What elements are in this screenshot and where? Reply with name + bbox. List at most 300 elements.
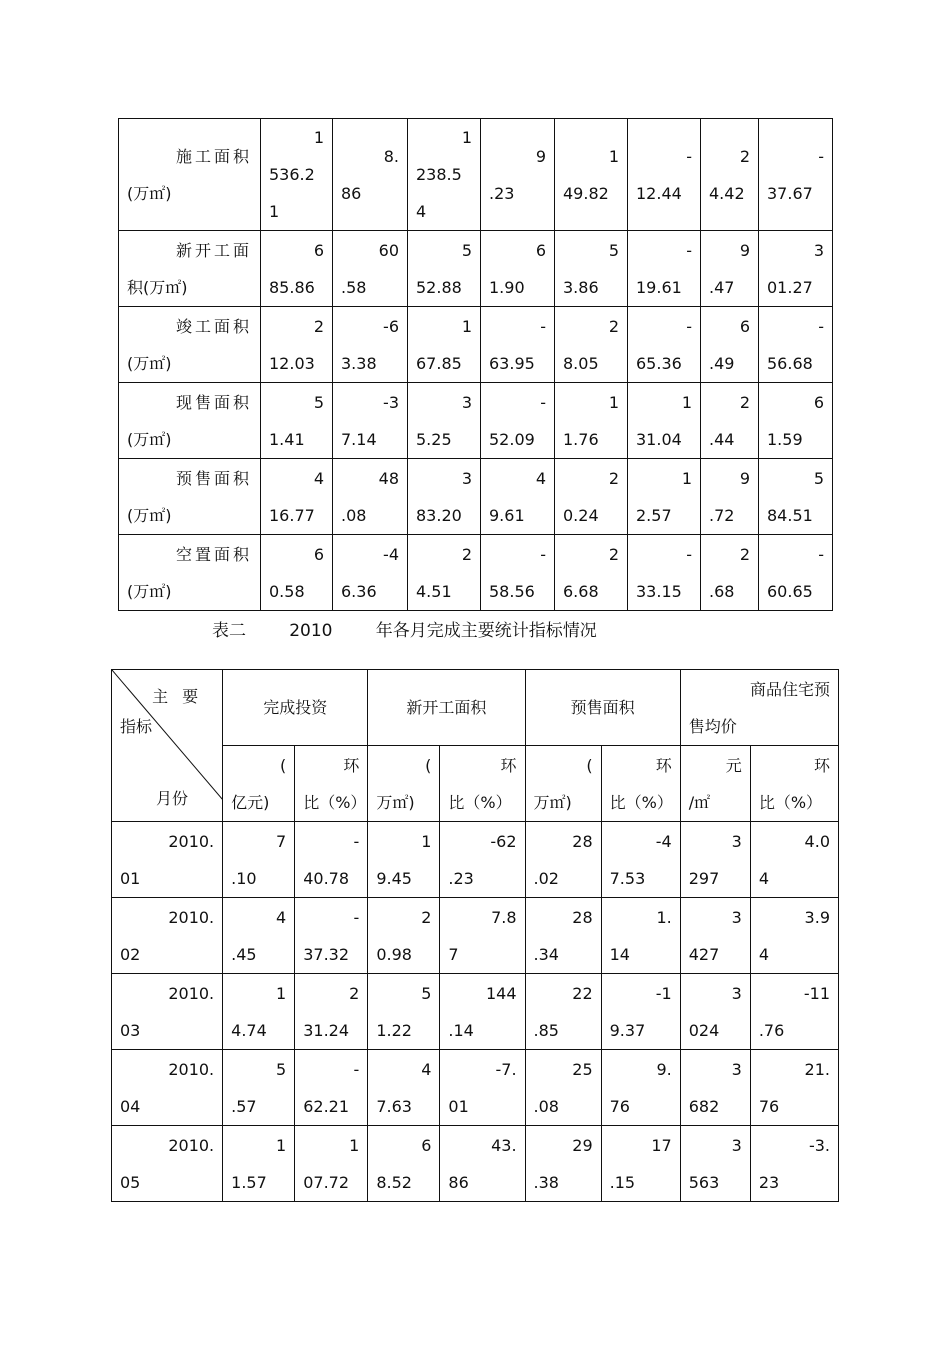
table-cell — [680, 822, 750, 898]
row-label — [119, 535, 261, 611]
cell-line: 比（%） — [448, 792, 512, 812]
cell-line: - — [540, 316, 546, 336]
cell-line: 14 — [609, 944, 630, 964]
cell-line: 7 — [276, 831, 287, 851]
table-cell — [750, 974, 838, 1050]
cell-line: 536.2 — [269, 165, 315, 184]
cell-line: 12.03 — [269, 353, 315, 373]
cell-line: ( — [586, 755, 593, 775]
cell-line: .34 — [533, 944, 559, 964]
table-cell — [295, 898, 368, 974]
table1-body — [119, 119, 833, 611]
table-row — [112, 1050, 839, 1126]
table-cell — [481, 535, 555, 611]
table-cell — [601, 1050, 680, 1126]
subheader-cell — [750, 746, 838, 822]
table-cell — [601, 898, 680, 974]
cell-line: 环 — [500, 755, 517, 775]
cell-line: 86 — [341, 183, 362, 203]
cell-line: 2.57 — [636, 505, 672, 525]
cell-line: 31.24 — [303, 1020, 350, 1040]
cell-line: 4 — [421, 1059, 432, 1079]
table-cell — [481, 307, 555, 383]
table-cell — [261, 459, 333, 535]
cell-line: ( — [279, 755, 287, 775]
cell-line: .85 — [533, 1020, 559, 1040]
table-cell — [759, 535, 833, 611]
table-row — [119, 231, 833, 307]
table-row — [112, 974, 839, 1050]
cell-line: .44 — [709, 429, 735, 449]
table-row — [119, 459, 833, 535]
table-cell — [701, 231, 759, 307]
month-cell — [112, 1126, 223, 1202]
table2-caption: 表二 2010 年各月完成主要统计指标情况 — [212, 621, 597, 641]
table-cell — [223, 974, 295, 1050]
table-cell — [628, 459, 701, 535]
row-label-line: 空置面积 — [175, 544, 252, 564]
cell-line: 2 — [608, 544, 619, 564]
cell-line: - — [353, 831, 360, 851]
cell-line: 427 — [688, 944, 720, 964]
corner-bottom-label: 月份 — [156, 789, 189, 808]
table-cell — [408, 459, 481, 535]
cell-line: 4 — [758, 944, 769, 964]
row-label-line: (万㎡) — [127, 581, 172, 601]
cell-line: 环 — [343, 755, 360, 775]
cell-line: 1 — [276, 1135, 287, 1155]
table-cell — [555, 383, 628, 459]
month-cell — [112, 1050, 223, 1126]
table-cell — [408, 307, 481, 383]
cell-line: -4 — [383, 544, 399, 564]
cell-line: 4.51 — [416, 581, 452, 601]
cell-line: 2 — [608, 468, 619, 488]
table-cell — [333, 535, 408, 611]
table-cell — [525, 898, 601, 974]
diagonal-header-cell — [112, 670, 223, 822]
cell-line: .38 — [533, 1172, 559, 1192]
cell-line: .49 — [709, 353, 735, 373]
cell-line: 33.15 — [636, 581, 682, 601]
cell-line: .15 — [609, 1172, 636, 1192]
cell-line: 1.90 — [489, 277, 525, 297]
cell-line: 23 — [758, 1172, 780, 1192]
cell-line: 6.36 — [341, 581, 377, 601]
row-label-line: (万㎡) — [127, 183, 172, 203]
cell-line: 8. — [383, 146, 399, 166]
cell-line: .10 — [231, 868, 257, 888]
cell-line: 67.85 — [416, 353, 462, 373]
table-cell — [701, 307, 759, 383]
table-cell — [759, 383, 833, 459]
cell-line: - — [686, 544, 692, 564]
table-cell — [750, 898, 838, 974]
cell-line: 比（%） — [303, 792, 367, 812]
cell-line: 0.98 — [376, 944, 412, 964]
cell-line: 2010. — [168, 831, 215, 851]
corner-top-label: 主要 — [152, 687, 213, 706]
table-cell — [261, 383, 333, 459]
cell-line: 亿元) — [231, 792, 270, 812]
cell-line: 37.32 — [303, 944, 350, 964]
table-cell — [368, 974, 440, 1050]
table-cell — [481, 383, 555, 459]
table-cell — [295, 1050, 368, 1126]
cell-line: .23 — [448, 868, 474, 888]
cell-line: 1.22 — [376, 1020, 412, 1040]
cell-line: - — [818, 316, 824, 336]
group-header-line: 售均价 — [688, 716, 737, 736]
cell-line: 49.82 — [563, 183, 609, 203]
cell-line: 2 — [349, 983, 360, 1003]
cell-line: 4.42 — [709, 183, 745, 203]
cell-line: 07.72 — [303, 1172, 350, 1192]
cell-line: 1.41 — [269, 429, 305, 449]
cell-line: 76 — [758, 1096, 780, 1116]
cell-line: -4 — [655, 831, 672, 851]
cell-line: 9 — [739, 240, 750, 260]
cell-line: 1 — [269, 202, 280, 221]
table-cell — [601, 822, 680, 898]
cell-line: 682 — [688, 1096, 720, 1116]
cell-line: 9.37 — [609, 1020, 646, 1040]
table-cell — [701, 535, 759, 611]
cell-line: 2 — [608, 316, 619, 336]
cell-line: 84.51 — [767, 505, 813, 525]
month-cell — [112, 822, 223, 898]
table-cell — [295, 974, 368, 1050]
table-cell — [759, 307, 833, 383]
cell-line: 05 — [120, 1172, 141, 1192]
cell-line: 9.61 — [489, 505, 525, 525]
table-cell — [481, 119, 555, 231]
cell-line: 3 — [461, 468, 472, 488]
cell-line: 6 — [739, 316, 750, 336]
table-cell — [525, 1050, 601, 1126]
cell-line: .72 — [709, 505, 735, 525]
table-cell — [408, 383, 481, 459]
cell-line: 28 — [572, 831, 593, 851]
cell-line: .58 — [341, 277, 367, 297]
cell-line: 4 — [276, 907, 287, 927]
cell-line: 1 — [608, 392, 619, 412]
table-cell — [750, 1050, 838, 1126]
cell-line: 3 — [813, 240, 824, 260]
table-cell — [601, 974, 680, 1050]
subheader-cell — [295, 746, 368, 822]
table-row — [119, 307, 833, 383]
table-cell — [555, 119, 628, 231]
table-cell — [223, 822, 295, 898]
table-cell — [408, 535, 481, 611]
cell-line: - — [686, 240, 692, 260]
cell-line: 83.20 — [416, 505, 462, 525]
cell-line: 2 — [461, 544, 472, 564]
cell-line: 4.74 — [231, 1020, 267, 1040]
table-cell — [555, 535, 628, 611]
cell-line: /㎡ — [688, 792, 711, 812]
cell-line: 60.65 — [767, 581, 813, 601]
table-cell — [368, 1126, 440, 1202]
table-cell — [440, 1126, 525, 1202]
cell-line: 1 — [349, 1135, 360, 1155]
cell-line: 1 — [681, 468, 692, 488]
cell-line: 8.52 — [376, 1172, 412, 1192]
table-cell — [481, 459, 555, 535]
cell-line: 58.56 — [489, 581, 535, 601]
table-cell — [408, 119, 481, 231]
table-cell — [759, 459, 833, 535]
cell-line: 7.14 — [341, 429, 377, 449]
table2-body — [112, 670, 839, 1202]
table-cell — [481, 231, 555, 307]
cell-line: -3. — [808, 1135, 830, 1155]
cell-line: 1 — [608, 146, 619, 166]
cell-line: 22 — [572, 983, 593, 1003]
subheader-cell — [680, 746, 750, 822]
cell-line: 5 — [608, 240, 619, 260]
table-cell — [333, 231, 408, 307]
month-cell — [112, 974, 223, 1050]
row-label — [119, 119, 261, 231]
cell-line: 9 — [535, 146, 546, 166]
subheader-cell — [440, 746, 525, 822]
cell-line: 86 — [448, 1172, 469, 1192]
cell-line: 1 — [276, 983, 287, 1003]
cell-line: 6 — [813, 392, 824, 412]
cell-line: .08 — [533, 1096, 559, 1116]
table-cell — [223, 1126, 295, 1202]
table-cell — [333, 459, 408, 535]
cell-line: 2 — [739, 146, 750, 166]
cell-line: 297 — [688, 868, 720, 888]
table-monthly-stats — [111, 669, 839, 1202]
table-cell — [368, 898, 440, 974]
cell-line: 48 — [378, 468, 399, 488]
cell-line: 01.27 — [767, 277, 813, 297]
table-cell — [680, 974, 750, 1050]
cell-line: -6 — [383, 316, 399, 336]
table-cell — [333, 383, 408, 459]
cell-line: 2 — [421, 907, 432, 927]
table2-header-row — [112, 670, 839, 746]
cell-line: 56.68 — [767, 353, 813, 373]
cell-line: 0.24 — [563, 505, 599, 525]
cell-line: 7.8 — [491, 907, 517, 927]
cell-line: - — [540, 544, 546, 564]
table-cell — [555, 459, 628, 535]
group-header: 完成投资 — [223, 670, 368, 746]
cell-line: 52.88 — [416, 277, 462, 297]
cell-line: -62 — [490, 831, 517, 851]
cell-line: -3 — [383, 392, 399, 412]
table-cell — [261, 231, 333, 307]
cell-line: -11 — [803, 983, 830, 1003]
table-row — [112, 898, 839, 974]
row-label-line: 现售面积 — [175, 392, 252, 412]
cell-line: 6 — [313, 240, 324, 260]
table-cell — [223, 898, 295, 974]
table-cell — [759, 231, 833, 307]
cell-line: 6 — [313, 544, 324, 564]
cell-line: 5 — [421, 983, 432, 1003]
cell-line: 元 — [725, 755, 742, 775]
cell-line: 6 — [421, 1135, 432, 1155]
table-cell — [750, 822, 838, 898]
cell-line: 1.76 — [563, 429, 599, 449]
table-cell — [368, 1050, 440, 1126]
table-cell — [701, 119, 759, 231]
cell-line: 144 — [485, 983, 517, 1003]
table-row — [119, 535, 833, 611]
subheader-cell — [368, 746, 440, 822]
table-cell — [701, 459, 759, 535]
cell-line: 3.9 — [804, 907, 830, 927]
cell-line: 28 — [572, 907, 593, 927]
group-header: 新开工面积 — [368, 670, 525, 746]
cell-line: 29 — [572, 1135, 593, 1155]
subheader-cell — [525, 746, 601, 822]
table-cell — [440, 822, 525, 898]
cell-line: 40.78 — [303, 868, 350, 888]
cell-line: 37.67 — [767, 183, 813, 203]
table-cell — [408, 231, 481, 307]
cell-line: 0.58 — [269, 581, 305, 601]
corner-mid-label: 指标 — [120, 717, 153, 736]
table-cell — [333, 119, 408, 231]
table-cell — [628, 231, 701, 307]
row-label-line: (万㎡) — [127, 429, 172, 449]
subheader-cell — [601, 746, 680, 822]
cell-line: 3 — [731, 983, 742, 1003]
cell-line: 2 — [739, 392, 750, 412]
cell-line: 5 — [461, 240, 472, 260]
cell-line: 4 — [758, 868, 769, 888]
table-row — [119, 119, 833, 231]
table-cell — [601, 1126, 680, 1202]
cell-line: - — [686, 146, 692, 166]
row-label — [119, 383, 261, 459]
cell-line: .23 — [489, 183, 515, 203]
row-label — [119, 459, 261, 535]
cell-line: 5 — [313, 392, 324, 412]
table-row — [112, 822, 839, 898]
row-label-line: 施工面积 — [175, 146, 252, 166]
cell-line: 2010. — [168, 1135, 215, 1155]
cell-line: - — [686, 316, 692, 336]
cell-line: 04 — [120, 1096, 141, 1116]
cell-line: - — [353, 907, 360, 927]
table-cell — [680, 898, 750, 974]
table-cell — [680, 1126, 750, 1202]
table-cell — [628, 307, 701, 383]
cell-line: - — [818, 146, 824, 166]
cell-line: 7 — [448, 944, 459, 964]
cell-line: 9.45 — [376, 868, 412, 888]
table-area-stats — [118, 118, 833, 611]
group-header — [680, 670, 838, 746]
cell-line: 万㎡) — [533, 792, 572, 812]
cell-line: 1 — [313, 128, 324, 147]
cell-line: 16.77 — [269, 505, 315, 525]
table-cell — [628, 383, 701, 459]
cell-line: .14 — [448, 1020, 474, 1040]
cell-line: 19.61 — [636, 277, 682, 297]
cell-line: 43. — [491, 1135, 517, 1155]
cell-line: .47 — [709, 277, 735, 297]
table-cell — [223, 1050, 295, 1126]
cell-line: 1 — [681, 392, 692, 412]
table-cell — [261, 119, 333, 231]
cell-line: 3 — [461, 392, 472, 412]
row-label — [119, 231, 261, 307]
row-label-line: 预售面积 — [175, 468, 252, 488]
cell-line: 6.68 — [563, 581, 599, 601]
cell-line: 76 — [609, 1096, 630, 1116]
cell-line: 2010. — [168, 983, 215, 1003]
cell-line: .76 — [758, 1020, 785, 1040]
group-header: 预售面积 — [525, 670, 680, 746]
cell-line: 85.86 — [269, 277, 315, 297]
cell-line: 2010. — [168, 1059, 215, 1079]
subheader-cell — [223, 746, 295, 822]
cell-line: 9. — [656, 1059, 672, 1079]
cell-line: 60 — [378, 240, 399, 260]
cell-line: .68 — [709, 581, 735, 601]
cell-line: 2010. — [168, 907, 215, 927]
table-cell — [628, 535, 701, 611]
row-label-line: 竣工面积 — [175, 316, 252, 336]
cell-line: 7.53 — [609, 868, 646, 888]
cell-line: 25 — [572, 1059, 593, 1079]
cell-line: 3 — [731, 1135, 742, 1155]
cell-line: - — [818, 544, 824, 564]
cell-line: 4.0 — [804, 831, 830, 851]
table-cell — [440, 898, 525, 974]
month-cell — [112, 898, 223, 974]
row-label — [119, 307, 261, 383]
cell-line: 万㎡) — [376, 792, 415, 812]
cell-line: 02 — [120, 944, 141, 964]
cell-line: 03 — [120, 1020, 141, 1040]
cell-line: 3.86 — [563, 277, 599, 297]
cell-line: 238.5 — [416, 165, 462, 184]
table-cell — [440, 1050, 525, 1126]
cell-line: 17 — [651, 1135, 672, 1155]
row-label-line: 积(万㎡) — [127, 277, 188, 297]
table-cell — [628, 119, 701, 231]
cell-line: 环 — [813, 755, 830, 775]
cell-line: 1.59 — [767, 429, 803, 449]
cell-line: 01 — [120, 868, 141, 888]
cell-line: 9 — [739, 468, 750, 488]
table-row — [112, 1126, 839, 1202]
row-label-line: 新开工面 — [175, 240, 252, 260]
cell-line: 52.09 — [489, 429, 535, 449]
table-cell — [555, 307, 628, 383]
cell-line: .08 — [341, 505, 367, 525]
table-cell — [525, 822, 601, 898]
cell-line: ( — [425, 755, 432, 775]
cell-line: - — [540, 392, 546, 412]
cell-line: 1.57 — [231, 1172, 267, 1192]
cell-line: 7.63 — [376, 1096, 412, 1116]
cell-line: .57 — [231, 1096, 257, 1116]
cell-line: 62.21 — [303, 1096, 350, 1116]
cell-line: 6 — [535, 240, 546, 260]
cell-line: 63.95 — [489, 353, 535, 373]
